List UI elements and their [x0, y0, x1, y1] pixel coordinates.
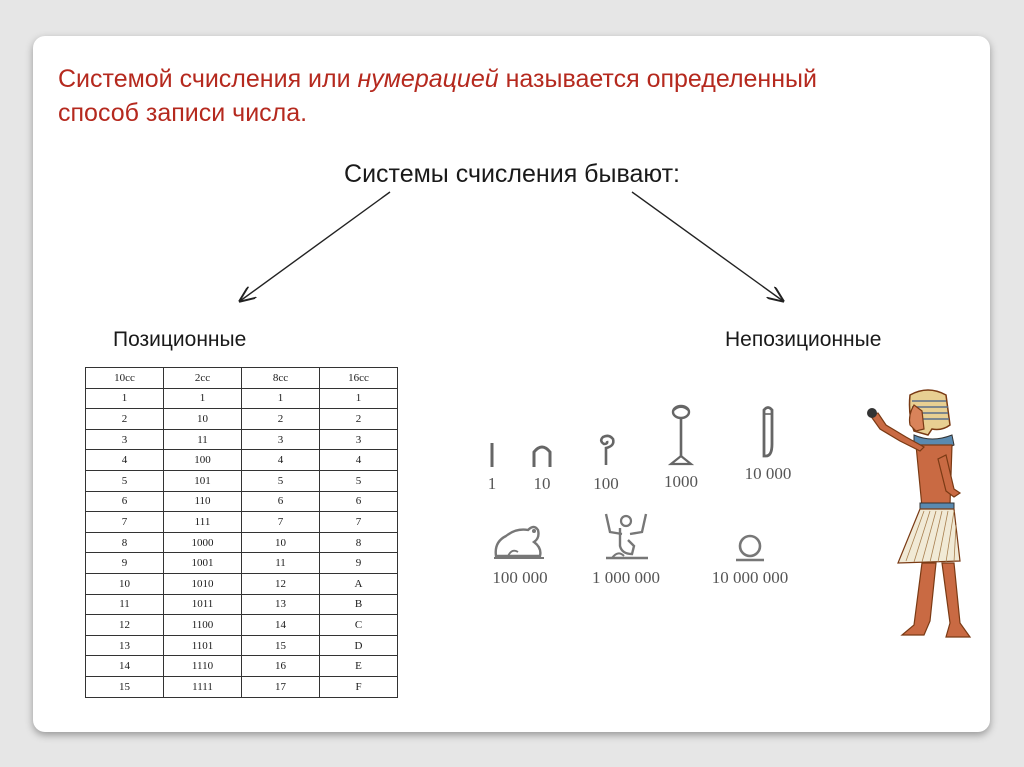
cell-base10: 11	[86, 594, 164, 615]
cell-base8: 4	[242, 450, 320, 471]
col-header-8: 8сс	[242, 368, 320, 389]
table-row	[86, 429, 398, 450]
hieroglyph-1000000	[566, 510, 686, 588]
kneeling-god-icon	[598, 510, 654, 564]
cell-base8: 6	[242, 491, 320, 512]
cell-base2: 1111	[164, 676, 242, 697]
coil-of-rope-icon	[591, 432, 621, 470]
sun-ring-icon	[732, 532, 768, 564]
table-row	[86, 512, 398, 533]
cell-base16: 7	[320, 512, 398, 533]
hieroglyph-value: 10 000 000	[711, 568, 789, 587]
table-row	[86, 635, 398, 656]
types-heading: Системы счисления бывают:	[344, 160, 680, 188]
positional-label: Позиционные	[113, 328, 247, 351]
col-header-10: 10сс	[86, 368, 164, 389]
col-header-16: 16сс	[320, 368, 398, 389]
cell-base10: 13	[86, 635, 164, 656]
cell-base8: 11	[242, 553, 320, 574]
table-row	[86, 676, 398, 697]
table-row	[86, 409, 398, 430]
cell-base8: 2	[242, 409, 320, 430]
finger-icon	[756, 404, 780, 460]
cell-base16: E	[320, 656, 398, 677]
cell-base10: 3	[86, 429, 164, 450]
cell-base8: 15	[242, 635, 320, 656]
cell-base16: 4	[320, 450, 398, 471]
cell-base8: 5	[242, 470, 320, 491]
cell-base8: 7	[242, 512, 320, 533]
pharaoh-illustration	[850, 385, 980, 645]
col-header-2: 2сс	[164, 368, 242, 389]
cell-base16: F	[320, 676, 398, 697]
hieroglyph-value: 1000	[664, 472, 698, 491]
cell-base10: 12	[86, 615, 164, 636]
hieroglyph-value: 100	[593, 474, 619, 493]
cell-base16: C	[320, 615, 398, 636]
cell-base8: 3	[242, 429, 320, 450]
cell-base10: 8	[86, 532, 164, 553]
table-row	[86, 573, 398, 594]
cell-base16: 6	[320, 491, 398, 512]
cell-base8: 14	[242, 615, 320, 636]
cell-base2: 1011	[164, 594, 242, 615]
cell-base8: 17	[242, 676, 320, 697]
cell-base2: 1100	[164, 615, 242, 636]
cell-base16: 8	[320, 532, 398, 553]
cell-base16: D	[320, 635, 398, 656]
cell-base2: 1101	[164, 635, 242, 656]
hieroglyph-value: 1	[487, 474, 497, 493]
table-row	[86, 594, 398, 615]
cell-base10: 2	[86, 409, 164, 430]
table-row	[86, 450, 398, 471]
table-row	[86, 656, 398, 677]
table-row	[86, 470, 398, 491]
cell-base16: 5	[320, 470, 398, 491]
cell-base8: 1	[242, 388, 320, 409]
definition-text	[58, 62, 858, 130]
number-base-table	[85, 367, 398, 698]
definition-part2: называется определенный способ записи числа.	[58, 65, 817, 127]
table-row	[86, 491, 398, 512]
cell-base16: 1	[320, 388, 398, 409]
cell-base16: 9	[320, 553, 398, 574]
cell-base2: 110	[164, 491, 242, 512]
cell-base2: 100	[164, 450, 242, 471]
cell-base8: 16	[242, 656, 320, 677]
cell-base16: 3	[320, 429, 398, 450]
cell-base2: 1000	[164, 532, 242, 553]
table-row	[86, 615, 398, 636]
cell-base2: 1010	[164, 573, 242, 594]
definition-part1: Системой счисления или	[58, 65, 358, 93]
hieroglyph-value: 10	[533, 474, 551, 493]
frog-icon	[490, 520, 550, 564]
cell-base10: 4	[86, 450, 164, 471]
cell-base2: 101	[164, 470, 242, 491]
cell-base16: A	[320, 573, 398, 594]
cell-base2: 10	[164, 409, 242, 430]
cell-base16: B	[320, 594, 398, 615]
hieroglyph-100000	[460, 520, 580, 588]
hieroglyph-10000000	[690, 532, 810, 588]
cell-base10: 14	[86, 656, 164, 677]
cell-base8: 12	[242, 573, 320, 594]
cell-base2: 1110	[164, 656, 242, 677]
non-positional-label: Непозиционные	[725, 328, 882, 351]
cell-base16: 2	[320, 409, 398, 430]
hieroglyph-value: 1 000 000	[592, 568, 660, 587]
hieroglyph-value: 100 000	[492, 568, 548, 587]
cell-base10: 6	[86, 491, 164, 512]
lotus-flower-icon	[665, 402, 697, 468]
table-row	[86, 553, 398, 574]
cell-base10: 1	[86, 388, 164, 409]
cell-base10: 10	[86, 573, 164, 594]
cell-base10: 15	[86, 676, 164, 697]
cell-base2: 1001	[164, 553, 242, 574]
definition-italic-term: нумерацией	[357, 65, 499, 93]
cell-base2: 11	[164, 429, 242, 450]
cell-base2: 111	[164, 512, 242, 533]
cell-base2: 1	[164, 388, 242, 409]
table-row	[86, 532, 398, 553]
table-header-row	[86, 368, 398, 389]
cell-base10: 7	[86, 512, 164, 533]
hieroglyph-10000	[708, 404, 828, 484]
hieroglyph-value: 10 000	[744, 464, 792, 483]
cell-base10: 9	[86, 553, 164, 574]
cell-base10: 5	[86, 470, 164, 491]
table-row	[86, 388, 398, 409]
cell-base8: 10	[242, 532, 320, 553]
cell-base8: 13	[242, 594, 320, 615]
